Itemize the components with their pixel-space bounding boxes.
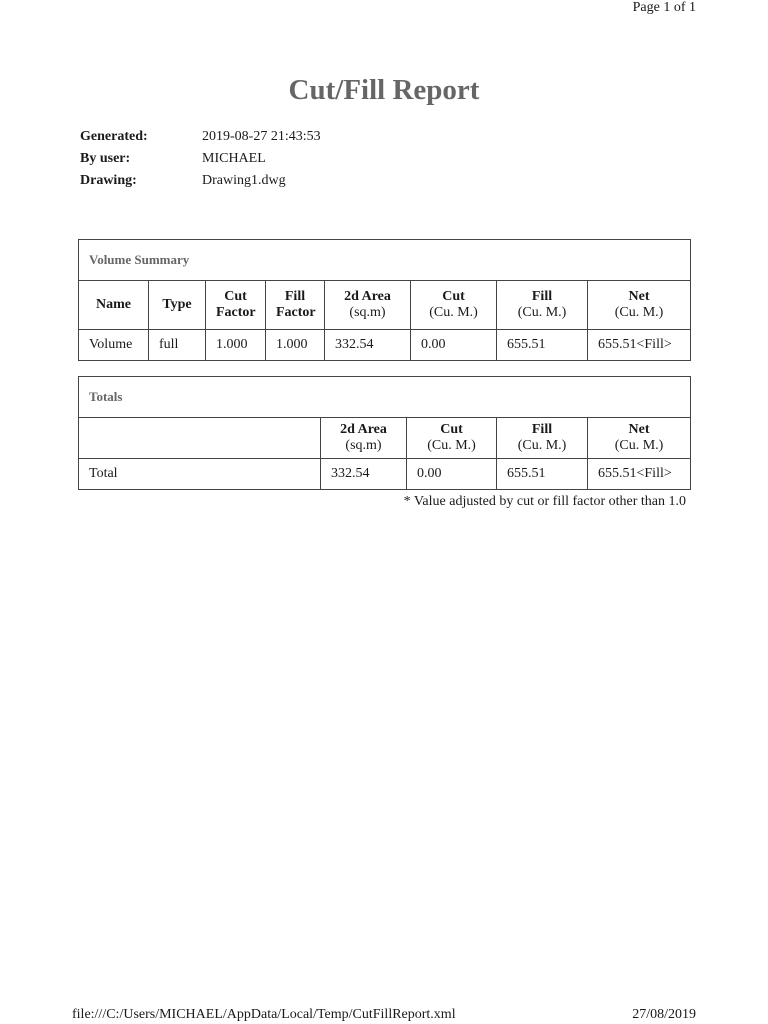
header-cut-label: Cut	[442, 289, 465, 304]
totals-header-net-label: Net	[628, 422, 650, 437]
cell-type: full	[149, 330, 206, 361]
footnote: * Value adjusted by cut or fill factor other than 1.0	[403, 494, 686, 509]
totals-header-fill-label: Fill	[531, 422, 553, 437]
volume-summary-caption: Volume Summary	[79, 240, 691, 281]
totals-header-area-unit: (sq.m)	[345, 438, 382, 453]
totals-header-net	[588, 418, 691, 459]
header-cut-factor-line2: Factor	[216, 305, 256, 320]
page-number: Page 1 of 1	[632, 0, 696, 15]
report-title: Cut/Fill Report	[288, 74, 480, 106]
totals-header-fill-unit: (Cu. M.)	[517, 438, 567, 453]
drawing-row	[80, 170, 321, 192]
header-net	[588, 281, 691, 330]
header-cut	[411, 281, 497, 330]
header-fill	[497, 281, 588, 330]
header-fill-factor-line2: Factor	[276, 305, 316, 320]
drawing-label: Drawing:	[80, 173, 137, 188]
header-cut-factor-line1: Cut	[224, 289, 247, 304]
totals-cell-label: Total	[79, 459, 321, 490]
totals-table	[78, 376, 691, 490]
user-label: By user:	[80, 151, 131, 166]
volume-header-row	[79, 281, 691, 330]
totals-header-net-unit: (Cu. M.)	[614, 438, 664, 453]
footer-file-path: file:///C:/Users/MICHAEL/AppData/Local/Temp/CutFillReport.xml	[72, 1007, 456, 1022]
cell-cut: 0.00	[411, 330, 497, 361]
generated-value: 2019-08-27 21:43:53	[202, 129, 321, 144]
totals-header-area	[321, 418, 407, 459]
report-metadata	[80, 126, 321, 192]
cell-fill: 655.51	[497, 330, 588, 361]
totals-cell-fill: 655.51	[497, 459, 588, 490]
generated-row	[80, 126, 321, 148]
totals-header-cut-label: Cut	[440, 422, 463, 437]
header-name: Name	[79, 281, 149, 330]
header-area-label: 2d Area	[344, 289, 391, 304]
header-fill-factor-line1: Fill	[284, 289, 306, 304]
cell-net: 655.51<Fill>	[588, 330, 691, 361]
header-net-label: Net	[628, 289, 650, 304]
header-area-unit: (sq.m)	[349, 305, 386, 320]
header-fill-unit: (Cu. M.)	[517, 305, 567, 320]
header-fill-label: Fill	[531, 289, 553, 304]
volume-summary-table	[78, 239, 691, 361]
table-row	[79, 459, 691, 490]
totals-cell-cut: 0.00	[407, 459, 497, 490]
cell-fill-factor: 1.000	[266, 330, 325, 361]
totals-cell-area: 332.54	[321, 459, 407, 490]
header-cut-factor	[206, 281, 266, 330]
header-cut-unit: (Cu. M.)	[429, 305, 478, 320]
totals-header-fill	[497, 418, 588, 459]
generated-label: Generated:	[80, 129, 148, 144]
header-fill-factor	[266, 281, 325, 330]
header-area	[325, 281, 411, 330]
totals-header-row	[79, 418, 691, 459]
header-type: Type	[149, 281, 206, 330]
user-value: MICHAEL	[202, 151, 266, 166]
totals-header-cut-unit: (Cu. M.)	[427, 438, 476, 453]
totals-header-blank	[79, 418, 321, 459]
totals-cell-net: 655.51<Fill>	[588, 459, 691, 490]
totals-caption: Totals	[79, 377, 691, 418]
cell-cut-factor: 1.000	[206, 330, 266, 361]
user-row	[80, 148, 321, 170]
cell-area: 332.54	[325, 330, 411, 361]
drawing-value: Drawing1.dwg	[202, 173, 286, 188]
cell-name: Volume	[79, 330, 149, 361]
totals-header-area-label: 2d Area	[340, 422, 387, 437]
totals-header-cut	[407, 418, 497, 459]
header-net-unit: (Cu. M.)	[614, 305, 664, 320]
table-row	[79, 330, 691, 361]
footer-date: 27/08/2019	[632, 1007, 696, 1022]
